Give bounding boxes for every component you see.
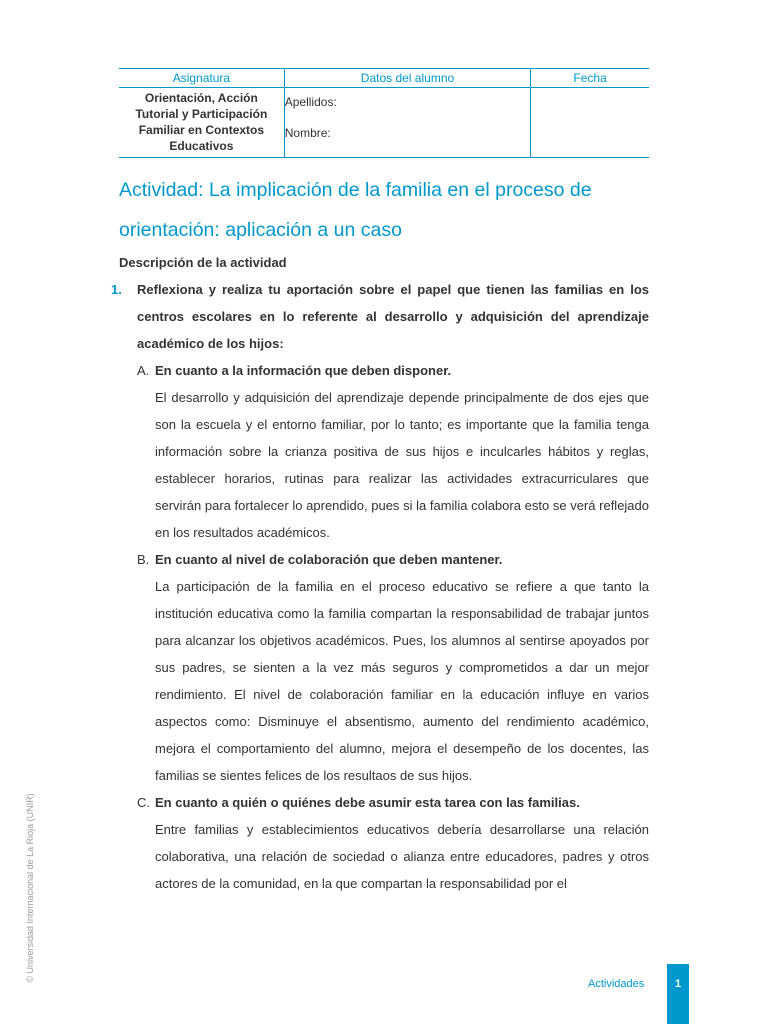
- section-body: Entre familias y establecimientos educativos debería desarrollarse una relación colaborativa, una relación de sociedad o alianza entre educadores, padres y otros actores de la comunidad, en la que compartan la responsabilidad por el: [155, 822, 649, 891]
- name-label: Nombre:: [284, 126, 331, 140]
- copyright-notice: © Universidad Internacional de La Rioja (UNIR): [25, 793, 35, 983]
- subject-line: Familiar en Contextos: [138, 123, 265, 137]
- section-a: [137, 357, 649, 546]
- header-col-student: Datos del alumno: [284, 69, 530, 88]
- footer-label: Actividades: [588, 978, 645, 990]
- section-b: [137, 546, 649, 789]
- subject-name: [119, 88, 284, 158]
- activity-title: [119, 170, 659, 250]
- subject-line: Orientación, Acción: [144, 91, 258, 105]
- section-letter: B.: [137, 552, 150, 567]
- section-heading: En cuanto a la información que deben disponer.: [155, 363, 452, 378]
- section-body: La participación de la familia en el proceso educativo se refiere a que tanto la institución educativa como la familia compartan la responsabilidad de trabajar juntos para alcanzar los objetivos académicos. Pues, los alumnos al sentirse apoyados por sus padres, se sienten a la vez más seguros y comprometidos a dar un mejor rendimiento. El nivel de colaboración familiar en la educación influye en varios aspectos como: Disminuye el absentismo, aumento del rendimiento académico, mejora el comportamiento del alumno, mejora el desempeño de los docentes, las familias se sientes felices de los resultaos de sus hijos.: [155, 579, 649, 783]
- header-col-subject: Asignatura: [119, 69, 284, 88]
- surname-label: Apellidos:: [284, 95, 337, 109]
- question-number: 1.: [111, 282, 122, 297]
- description-heading: Descripción de la actividad: [119, 255, 287, 270]
- section-heading: En cuanto al nivel de colaboración que deben mantener.: [155, 552, 503, 567]
- activity-content: [111, 276, 649, 897]
- title-line: orientación: aplicación a un caso: [119, 219, 402, 241]
- subject-line: Educativos: [169, 139, 234, 153]
- header-col-date: Fecha: [531, 69, 649, 88]
- student-data-cell: [284, 88, 530, 158]
- question-text: Reflexiona y realiza tu aportación sobre el papel que tienen las familias en los centros escolares en lo referente al desarrollo y adquisición del aprendizaje académico de los hijos:: [137, 282, 649, 351]
- section-heading: En cuanto a quién o quiénes debe asumir esta tarea con las familias.: [155, 795, 580, 810]
- subject-line: Tutorial y Participación: [135, 107, 268, 121]
- section-body: El desarrollo y adquisición del aprendizaje depende principalmente de dos ejes que son la escuela y el entorno familiar, por lo tanto; es importante que la familia tenga información sobre la crianza positiva de sus hijos e inculcarles hábitos y reglas, establecer horarios, rutinas para realizar las actividades extracurriculares que servirán para fortalecer lo aprendido, pues si la familia colabora esto se verá reflejado en los resultados académicos.: [155, 390, 649, 540]
- section-c: [137, 789, 649, 897]
- question-1: [111, 276, 649, 357]
- header-table: [119, 68, 649, 158]
- section-letter: A.: [137, 363, 150, 378]
- page-number: 1: [667, 964, 689, 1024]
- title-line: Actividad: La implicación de la familia en el proceso de: [119, 179, 592, 201]
- date-cell: [531, 88, 649, 158]
- section-letter: C.: [137, 795, 150, 810]
